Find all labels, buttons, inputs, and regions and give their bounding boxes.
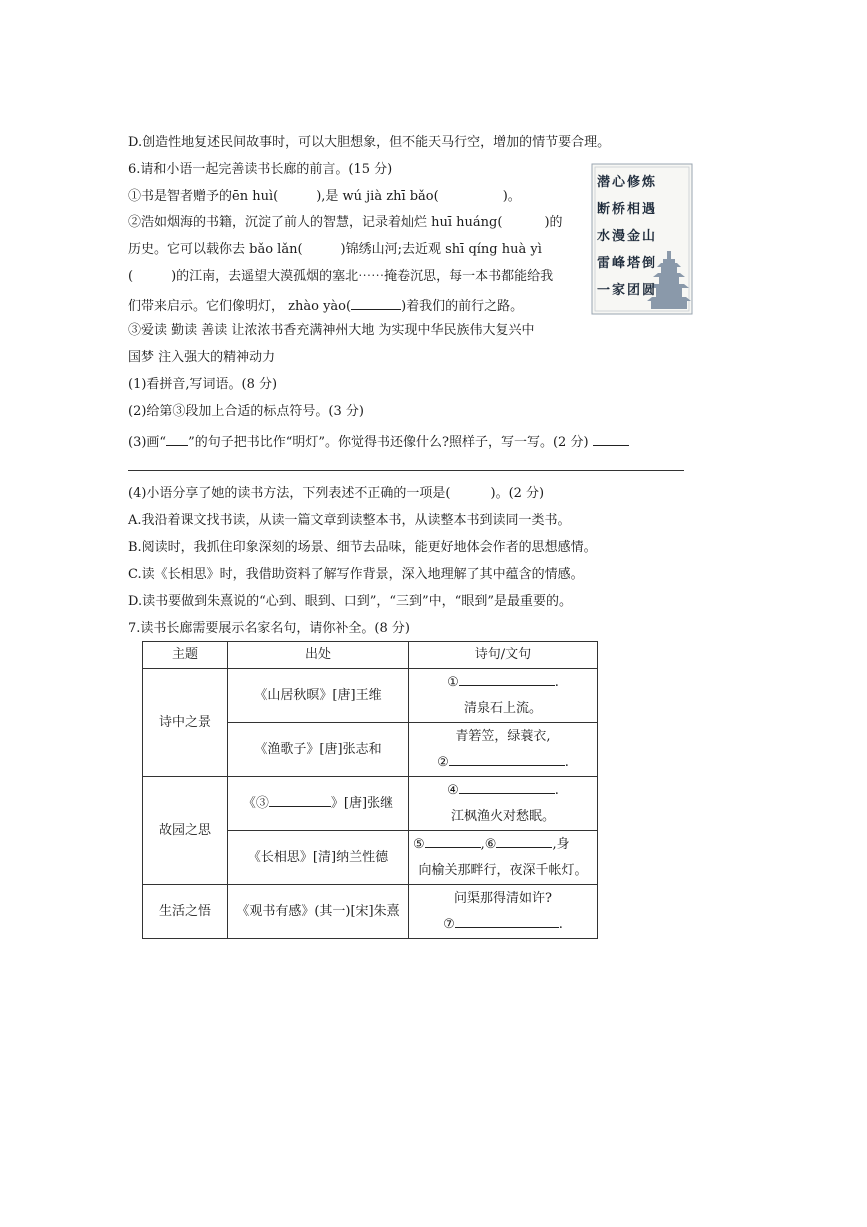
table-row <box>143 777 598 831</box>
verse-cell: ① . 清泉石上流。 <box>409 669 598 723</box>
paragraph-5: 们带来启示。它们像明灯， zhào yào( )着我们的前行之路。 <box>128 295 523 316</box>
paragraph-4: ( )的江南，去遥望大漠孤烟的塞北⋯⋯掩卷沉思，每一本书都能给我 <box>128 269 554 284</box>
paragraph-7: 国梦 注入强大的精神动力 <box>128 350 276 365</box>
source-cell: 《渔歌子》[唐]张志和 <box>228 723 409 777</box>
header-source: 出处 <box>228 642 409 669</box>
theme-cell: 生活之悟 <box>143 885 228 939</box>
stamp-line: 雷峰塔倒 <box>597 256 658 271</box>
verse-cell: ⑤ ,⑥ ,身 向榆关那畔行，夜深千帐灯。 <box>409 831 598 885</box>
source-cell: 《长相思》[清]纳兰性德 <box>228 831 409 885</box>
paragraph-6: ③爱读 勤读 善读 让浓浓书香充满神州大地 为实现中华民族伟大复兴中 <box>128 323 535 338</box>
header-verse: 诗句/文句 <box>409 642 598 669</box>
source-cell: 《观书有感》(其一)[宋]朱熹 <box>228 885 409 939</box>
header-theme: 主题 <box>143 642 228 669</box>
paragraph-3: 历史。它可以载你去 bǎo lǎn( )锦绣山河;去近观 shī qíng huà yì <box>128 242 542 257</box>
table-row <box>143 885 598 939</box>
sub-question-2: (2)给第③段加上合适的标点符号。(3 分) <box>128 404 364 419</box>
paragraph-1: ①书是智者赠予的ēn huì( ),是 wú jià zhī bǎo( )。 <box>128 189 521 204</box>
stamp-line: 断桥相遇 <box>597 202 658 217</box>
paragraph-2: ②浩如烟海的书籍，沉淀了前人的智慧，记录着灿烂 huī huáng( )的 <box>128 215 563 230</box>
stamp-line: 水漫金山 <box>597 229 658 244</box>
option-d-previous: D.创造性地复述民间故事时，可以大胆想象，但不能天马行空，增加的情节要合理。 <box>128 135 611 150</box>
option-d: D.读书要做到朱熹说的“心到、眼到、口到”，“三到”中，“眼到”是最重要的。 <box>128 594 572 609</box>
option-c: C.读《长相思》时，我借助资料了解写作背景，深入地理解了其中蕴含的情感。 <box>128 567 584 582</box>
answer-blank-5[interactable] <box>425 833 481 848</box>
answer-blank-4[interactable] <box>459 779 555 794</box>
answer-line[interactable] <box>128 470 684 471</box>
theme-cell: 诗中之景 <box>143 669 228 777</box>
poem-table <box>142 641 598 939</box>
option-a: A.我沿着课文找书读，从读一篇文章到读整本书，从读整本书到读同一类书。 <box>128 513 571 528</box>
verse-cell: 青箬笠，绿蓑衣, ② . <box>409 723 598 777</box>
verse-cell: ④ . 江枫渔火对愁眠。 <box>409 777 598 831</box>
question-7-title: 7.读书长廊需要展示名家名句，请你补全。(8 分) <box>128 621 410 636</box>
theme-cell: 故园之思 <box>143 777 228 885</box>
answer-blank-1[interactable] <box>459 671 555 686</box>
answer-blank-7[interactable] <box>455 913 559 928</box>
question-6-title: 6.请和小语一起完善读书长廊的前言。(15 分) <box>128 162 393 177</box>
table-row <box>143 669 598 723</box>
pagoda-stamp-image <box>591 163 693 315</box>
source-cell: 《山居秋暝》[唐]王维 <box>228 669 409 723</box>
table-header-row <box>143 642 598 669</box>
answer-blank-6[interactable] <box>496 833 552 848</box>
source-cell: 《③ 》[唐]张继 <box>228 777 409 831</box>
sub-question-1: (1)看拼音,写词语。(8 分) <box>128 377 278 392</box>
verse-cell: 问渠那得清如许? ⑦ . <box>409 885 598 939</box>
option-b: B.阅读时，我抓住印象深刻的场景、细节去品味，能更好地体会作者的思想感情。 <box>128 540 597 555</box>
answer-blank-3[interactable] <box>269 792 331 807</box>
stamp-line: 潜心修炼 <box>597 175 658 190</box>
stamp-text <box>597 169 687 304</box>
sub-question-4: (4)小语分享了她的读书方法，下列表述不正确的一项是( )。(2 分) <box>128 486 545 501</box>
sub-question-3: (3)画“ ”的句子把书比作“明灯”。你觉得书还像什么?照样子，写一写。(2 分) <box>128 431 629 452</box>
answer-blank-2[interactable] <box>449 751 565 766</box>
stamp-line: 一家团圆 <box>597 283 658 298</box>
